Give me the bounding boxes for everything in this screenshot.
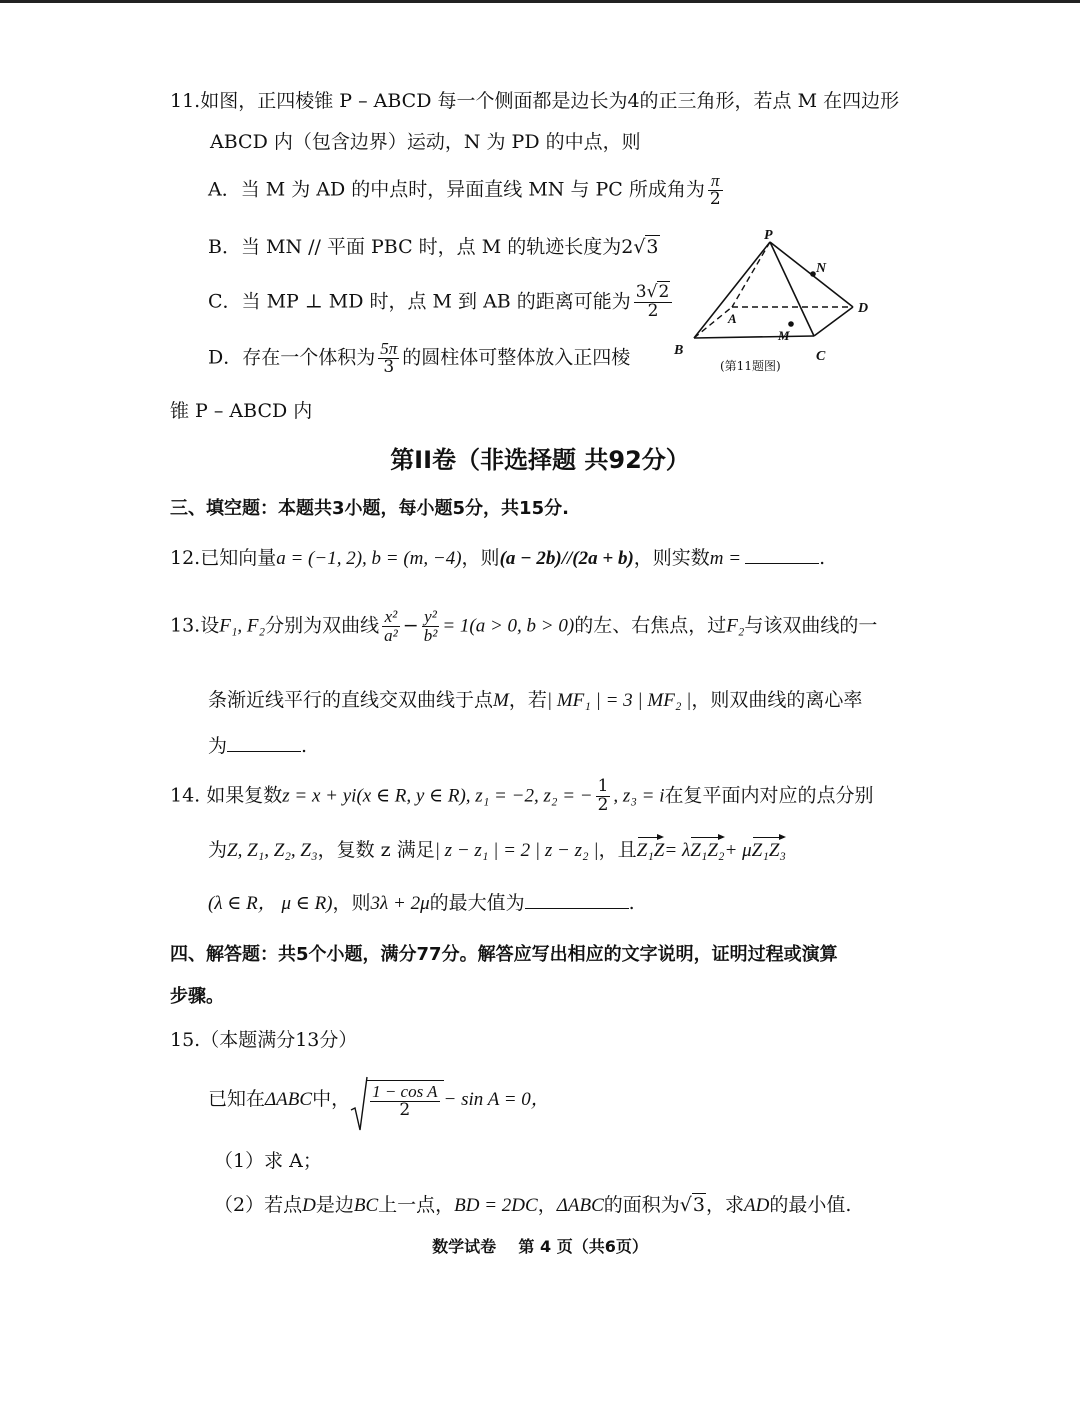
- fraction-denominator: 2: [597, 794, 609, 815]
- edge-ba: [694, 307, 732, 338]
- q12-answer-blank[interactable]: [745, 563, 819, 564]
- q12-post: ，则实数: [633, 547, 710, 569]
- q15-part1: （1）求 A；: [214, 1150, 322, 1172]
- q14-line2a: 为: [208, 839, 228, 861]
- q13-fraction-x: [382, 608, 400, 645]
- radicand: 3: [692, 1194, 705, 1216]
- q14-domain: (λ ∈ R， μ ∈ R): [208, 893, 333, 914]
- q14-points: Z, Z₁, Z₂, Z₃: [227, 840, 318, 861]
- part2-title: 第II卷（非选择题 共92分）: [390, 446, 690, 474]
- fraction-denominator: 2: [709, 188, 721, 209]
- q11-line2: ABCD 内（包含边界）运动，N 为 PD 的中点，则: [210, 131, 641, 153]
- radicand: 2: [658, 282, 670, 302]
- q15-p2-post: ，求: [705, 1194, 744, 1216]
- q13-answer-blank[interactable]: [227, 751, 301, 752]
- label-m: M: [778, 328, 790, 343]
- vector-z1z: Z₁Z: [637, 836, 665, 863]
- q15-p2-mid1: 是边: [315, 1194, 354, 1216]
- q14-line3c: 的最大值为: [429, 892, 525, 914]
- point-n: [810, 271, 816, 277]
- vector-z1z3: Z₁Z₃: [752, 836, 786, 863]
- q14-line3b: ，则: [332, 892, 371, 914]
- q15-p2-triangle: ΔABC: [556, 1195, 604, 1216]
- q12-variable: m =: [709, 548, 742, 569]
- q14-line2b: ，复数 z 满足: [317, 839, 435, 861]
- fraction-numerator: 1: [597, 776, 609, 796]
- q12-vectors: a = (−1, 2), b = (m, −4): [276, 548, 462, 569]
- q14-line3: (λ ∈ R， μ ∈ R)，则3λ + 2μ的最大值为 .: [208, 892, 635, 914]
- section4-heading-line2: 步骤。: [170, 986, 224, 1007]
- q14-line1: [170, 778, 874, 815]
- q11-option-d: [208, 340, 630, 377]
- q11-option-d-fraction: [378, 340, 399, 377]
- label-c: C: [816, 349, 826, 364]
- q14-line2c: ，且: [598, 839, 637, 861]
- q14-eq-lambda: = λ: [664, 840, 691, 861]
- q13-line2c: ，则双曲线的离心率: [691, 689, 863, 711]
- fraction-numerator: 1 − cos A: [372, 1082, 438, 1101]
- fraction-numerator: π: [708, 172, 723, 191]
- label-a: A: [728, 311, 737, 326]
- q13-pre: 13.设: [170, 614, 220, 637]
- q14-pre: 14. 如果复数: [170, 784, 283, 807]
- q14-target-expr: 3λ + 2μ: [370, 893, 430, 914]
- q14-answer-blank[interactable]: [525, 908, 629, 909]
- q15-ratio-eq: BD = 2DC: [454, 1195, 538, 1216]
- fraction-numerator: 5π: [380, 339, 398, 358]
- q13-line3-text: 为: [208, 735, 228, 757]
- fraction-numerator: y²: [422, 608, 440, 627]
- q11-option-a-fraction: [708, 172, 723, 209]
- fraction-denominator: a²: [384, 625, 398, 645]
- q14-expr2: , z₃ = i: [613, 785, 665, 807]
- fraction-numerator: x²: [382, 608, 400, 627]
- edge-pa: [732, 242, 770, 307]
- q15-point-d: D: [302, 1195, 316, 1216]
- q11-option-c-text: C．当 MP ⊥ MD 时，点 M 到 AB 的距离可能为: [208, 290, 631, 313]
- q14-modulus-eq: | z − z₁ | = 2 | z − z₂ |: [434, 840, 599, 861]
- q11-option-b-coef: 2: [621, 236, 634, 258]
- page-footer: 数学试卷 第 4 页（共6页）: [432, 1237, 648, 1256]
- q13-fraction-y: [422, 608, 440, 645]
- vector-z1z2: Z₁Z₂: [690, 836, 724, 863]
- label-n: N: [816, 261, 827, 276]
- q11-option-a: [208, 172, 726, 209]
- q13-post2: 与该双曲线的一: [744, 614, 878, 637]
- q13-condition: = 1(a > 0, b > 0): [442, 615, 575, 637]
- q11-option-b-text: B．当 MN // 平面 PBC 时，点 M 的轨迹长度为: [208, 236, 622, 258]
- q13-line1: [170, 608, 877, 645]
- q15-given-pre: 已知在: [208, 1087, 266, 1110]
- q13-point-m: M: [493, 690, 509, 711]
- radicand: 3: [646, 236, 659, 258]
- q11-option-c: [208, 284, 675, 321]
- q15-sqrt: [350, 1080, 443, 1120]
- edge-cd: [814, 307, 853, 336]
- q13-line2a: 条渐近线平行的直线交双曲线于点: [208, 689, 494, 711]
- fraction-denominator: 3: [383, 356, 395, 377]
- fraction-denominator: b²: [423, 625, 438, 645]
- point-m: [788, 321, 794, 327]
- q13-post1: 的左、右焦点，过: [574, 614, 727, 637]
- q15-given-post: − sin A = 0，: [443, 1088, 550, 1110]
- q15-triangle: ΔABC: [265, 1088, 313, 1110]
- top-border: [0, 0, 1080, 3]
- q15-segment-ad: AD: [743, 1195, 770, 1216]
- q12-mid: ，则: [461, 547, 500, 569]
- q13-line2: [208, 689, 862, 713]
- pyramid-figure: [668, 222, 888, 382]
- q12-pre: 12.已知向量: [170, 547, 277, 569]
- q15-p2-mid2: 上一点，: [378, 1194, 455, 1216]
- q14-line2: [208, 836, 786, 863]
- q12: 12.已知向量a = (−1, 2), b = (m, −4)，则(a − 2b)//(2a + b)，则实数m = .: [170, 547, 826, 569]
- q11-option-b-sqrt: √3: [633, 236, 659, 258]
- figure-caption: (第11题图): [720, 359, 781, 373]
- fraction-numerator: 3√2: [634, 284, 673, 303]
- q15-p2-end: 的最小值.: [769, 1194, 852, 1216]
- q13-f2: F₂: [726, 615, 745, 637]
- num-coef: 3: [635, 282, 647, 302]
- q15-given-mid: 中，: [312, 1087, 351, 1110]
- q13-minus: −: [402, 614, 419, 637]
- label-p: P: [764, 228, 773, 243]
- radical-sign-icon: [350, 1076, 368, 1134]
- q13-mid1: 分别为双曲线: [265, 614, 380, 637]
- q14-post: 在复平面内对应的点分别: [664, 784, 874, 807]
- q15-p2-pre: （2）若点: [214, 1194, 303, 1216]
- q14-expr1: z = x + yi(x ∈ R, y ∈ R), z₁ = −2, z₂ = −: [282, 785, 593, 807]
- q11-option-d-pre: D．存在一个体积为: [208, 346, 376, 369]
- q11-option-b: [208, 236, 660, 259]
- q15-side-bc: BC: [353, 1195, 379, 1216]
- label-d: D: [858, 301, 869, 316]
- q15-p2-mid4: 的面积为: [603, 1194, 680, 1216]
- q13-line2b: ，若: [508, 689, 547, 711]
- fraction-denominator: 2: [647, 300, 659, 321]
- section4-heading-line1: 四、解答题：共5个小题，满分77分。解答应写出相应的文字说明，证明过程或演算: [170, 944, 838, 965]
- q14-plus-mu: + μ: [724, 840, 752, 861]
- q15-head: 15.（本题满分13分）: [170, 1029, 358, 1051]
- q13-foci: F₁, F₂: [219, 615, 266, 637]
- q15-part2: [214, 1194, 851, 1218]
- edge-bc: [694, 336, 814, 338]
- q13-line3: 为 .: [208, 735, 308, 757]
- q11-option-d-post: 的圆柱体可整体放入正四棱: [402, 346, 631, 369]
- q14-half: [596, 778, 611, 815]
- q15-area-sqrt: √3: [679, 1194, 705, 1216]
- q15-given: [208, 1080, 550, 1120]
- q15-p2-mid3: ，: [537, 1194, 557, 1216]
- q11-option-c-fraction: [634, 284, 673, 321]
- label-b: B: [674, 343, 684, 358]
- section3-heading: 三、填空题：本题共3小题，每小题5分，共15分.: [170, 498, 569, 519]
- q12-condition: (a − 2b)//(2a + b): [499, 548, 634, 569]
- fraction-denominator: 2: [399, 1099, 411, 1120]
- q11-option-d-continued: 锥 P – ABCD 内: [170, 400, 313, 422]
- q11-option-a-text: A．当 M 为 AD 的中点时，异面直线 MN 与 PC 所成角为: [208, 178, 705, 201]
- q11-line1: 11.如图，正四棱锥 P – ABCD 每一个侧面都是边长为4的正三角形，若点 M 在四边形: [170, 90, 900, 112]
- q13-distance-eq: | MF₁ | = 3 | MF₂ |: [546, 690, 692, 711]
